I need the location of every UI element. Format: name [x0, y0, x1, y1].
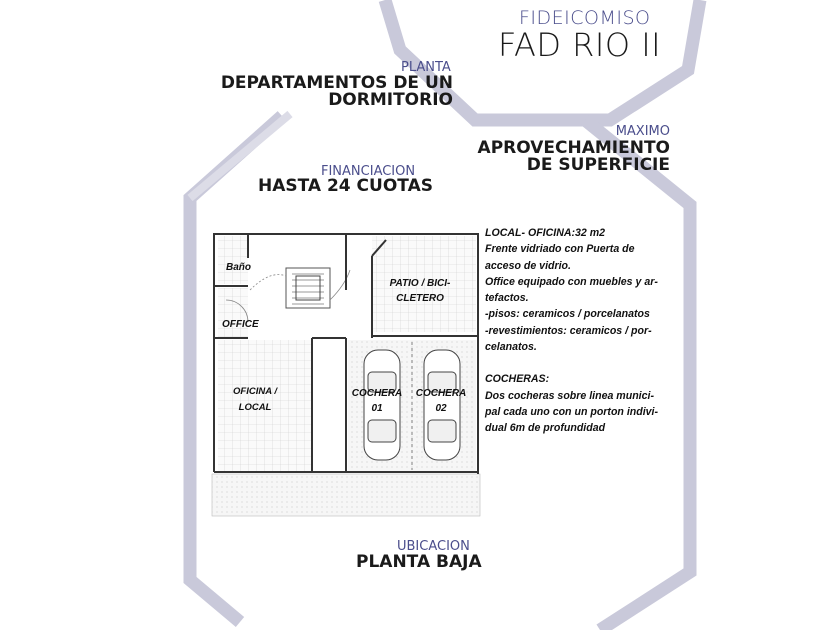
maximo-label: MAXIMO [615, 124, 670, 139]
room-oficina-local [224, 384, 286, 416]
cocheras-line: Dos cocheras sobre linea munici- [485, 389, 654, 402]
cocheras-line: pal cada uno con un porton indivi- [485, 405, 659, 418]
brand-line1: FIDEICOMISO [519, 7, 651, 29]
description-line: acceso de vidrio. [485, 259, 571, 272]
cochera-01-line2: 01 [371, 403, 383, 414]
room-cochera-02 [412, 386, 470, 416]
room-oficina-line2: LOCAL [238, 402, 272, 413]
maximo-line1: APROVECHAMIENTO [477, 138, 670, 158]
planta-line2: DORMITORIO [328, 90, 453, 110]
planta-label: PLANTA [401, 60, 451, 75]
ubicacion-label: UBICACION [397, 539, 470, 554]
description-line: LOCAL- OFICINA:32 m2 [485, 227, 606, 239]
financiacion-label: FINANCIACION [321, 164, 416, 179]
description-line: tefactos. [485, 292, 529, 305]
room-patio-line2: CLETERO [396, 293, 444, 304]
room-office: OFFICE [222, 319, 259, 330]
description-line: -revestimientos: ceramicos / por- [485, 324, 652, 337]
room-oficina-line1: OFICINA / [233, 386, 277, 397]
cocheras-title: COCHERAS: [485, 373, 550, 386]
room-bano: Baño [226, 262, 251, 273]
cochera-02-line1: COCHERA [415, 388, 467, 399]
cocheras-line: dual 6m de profundidad [485, 422, 606, 435]
brand-title: FAD RIO II [498, 26, 662, 64]
room-patio-line1: PATIO / BICI- [389, 278, 451, 289]
cochera-01-line1: COCHERA [351, 388, 403, 399]
description-line: -pisos: ceramicos / porcelanatos [485, 308, 650, 321]
ubicacion-value: PLANTA BAJA [356, 552, 482, 572]
room-patio [386, 276, 454, 306]
cochera-02-line2: 02 [435, 403, 447, 414]
maximo-line2: DE SUPERFICIE [526, 155, 670, 175]
description-block [485, 225, 680, 437]
room-cochera-01 [348, 386, 406, 416]
description-line: Frente vidriado con Puerta de [485, 243, 635, 256]
financiacion-value: HASTA 24 CUOTAS [258, 176, 433, 196]
planta-line1: DEPARTAMENTOS DE UN [220, 73, 453, 93]
description-line: celanatos. [485, 341, 537, 354]
description-line: Office equipado con muebles y ar- [485, 275, 658, 288]
